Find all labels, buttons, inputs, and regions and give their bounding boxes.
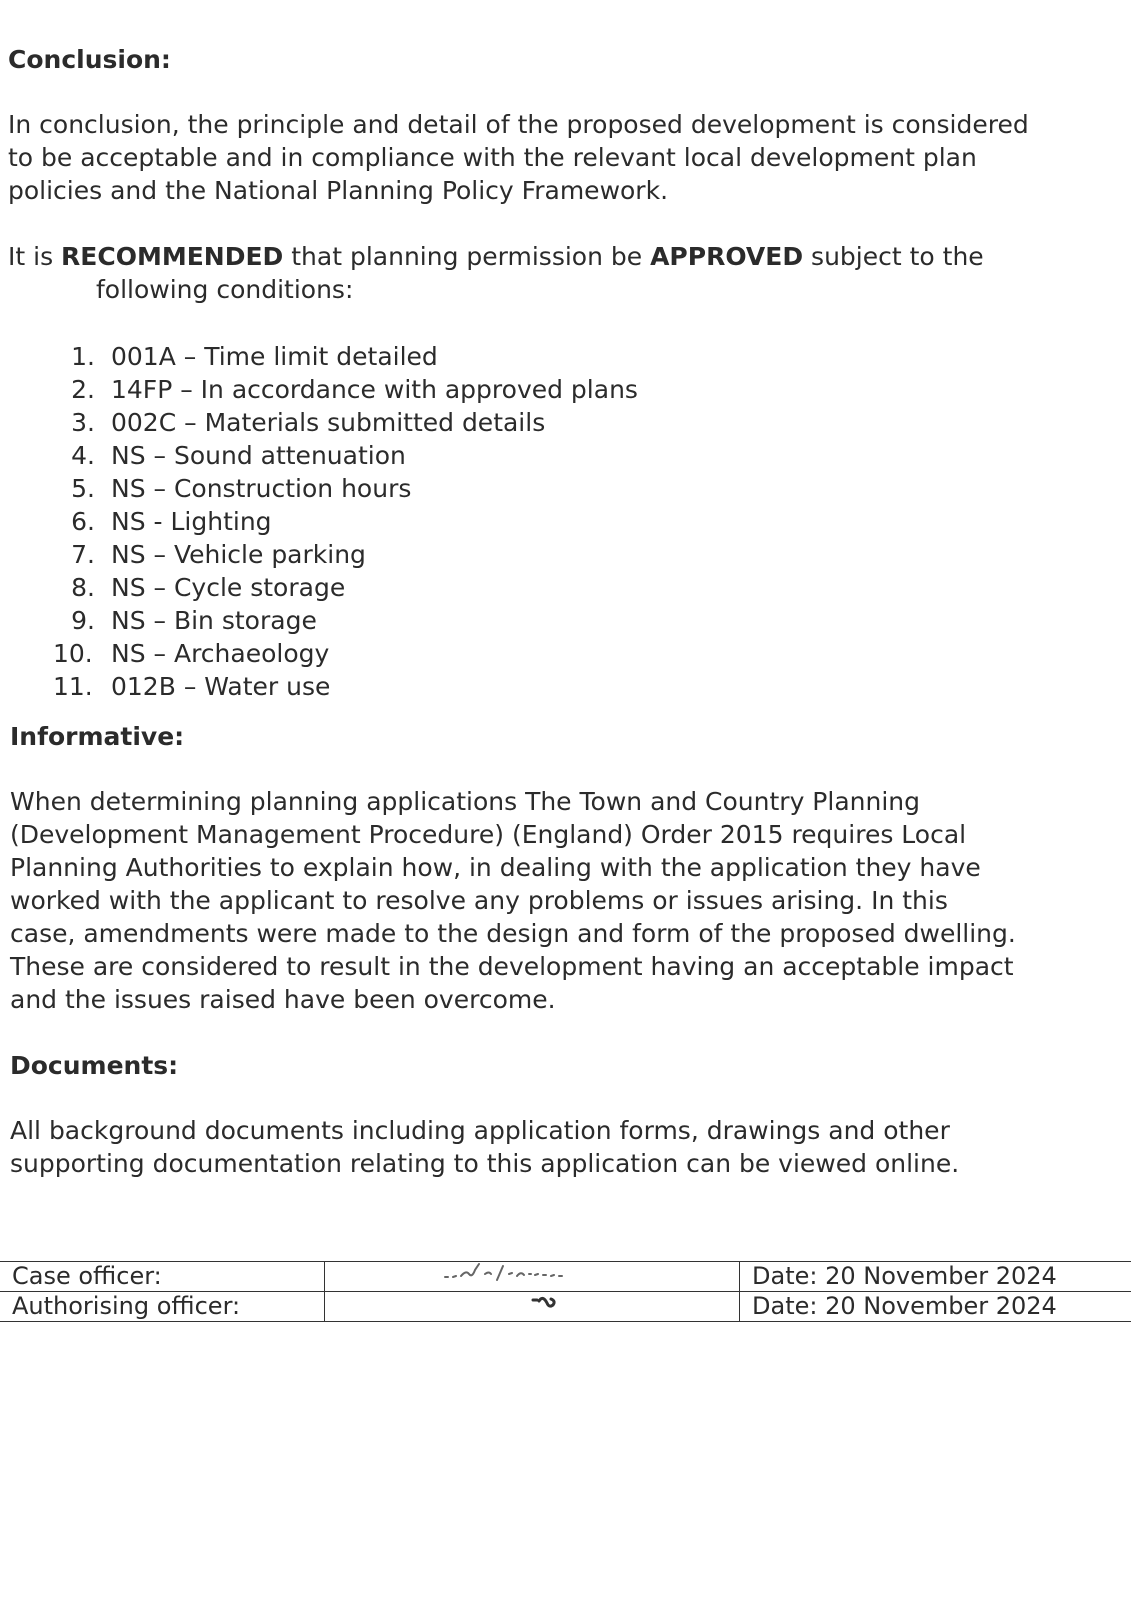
condition-number: 11.: [53, 672, 93, 701]
recommendation-suffix: subject to the: [803, 242, 984, 271]
recommendation-line: [8, 240, 1118, 273]
conclusion-line: policies and the National Planning Policy Framework.: [8, 176, 669, 205]
conclusion-paragraph: [8, 108, 1118, 207]
signature-image: [437, 1292, 627, 1314]
documents-paragraph: [10, 1114, 1120, 1180]
condition-item: [0, 538, 638, 571]
condition-item: [0, 637, 638, 670]
conditions-list: [0, 340, 638, 703]
documents-line: All background documents including application forms, drawings and other: [10, 1116, 950, 1145]
approved-keyword: APPROVED: [650, 242, 804, 271]
informative-line: case, amendments were made to the design and form of the proposed dwelling.: [10, 919, 1016, 948]
recommendation-second-line: following conditions:: [96, 275, 354, 304]
recommendation-paragraph: [8, 240, 1118, 306]
signoff-row-case-officer: [0, 1262, 1131, 1292]
condition-text: 001A – Time limit detailed: [111, 342, 438, 371]
informative-line: These are considered to result in the development having an acceptable impact: [10, 952, 1014, 981]
condition-text: NS – Cycle storage: [111, 573, 346, 602]
condition-text: 012B – Water use: [111, 672, 331, 701]
condition-number: 2.: [71, 375, 95, 404]
informative-line: worked with the applicant to resolve any problems or issues arising. In this: [10, 886, 948, 915]
condition-item: [0, 472, 638, 505]
signoff-row-authorising-officer: [0, 1292, 1131, 1322]
condition-number: 8.: [71, 573, 95, 602]
condition-number: 1.: [71, 342, 95, 371]
condition-text: NS – Sound attenuation: [111, 441, 406, 470]
condition-number: 7.: [71, 540, 95, 569]
case-officer-signature: [325, 1262, 740, 1292]
condition-number: 10.: [53, 639, 93, 668]
condition-item: [0, 571, 638, 604]
condition-item: [0, 406, 638, 439]
condition-item: [0, 439, 638, 472]
condition-text: NS – Vehicle parking: [111, 540, 366, 569]
documents-heading: Documents:: [10, 1051, 179, 1080]
authorising-officer-label: Authorising officer:: [0, 1292, 325, 1322]
condition-text: NS – Archaeology: [111, 639, 330, 668]
condition-item: [0, 604, 638, 637]
recommendation-middle: that planning permission be: [283, 242, 651, 271]
case-officer-date: Date: 20 November 2024: [740, 1262, 1131, 1292]
condition-text: NS - Lighting: [111, 507, 272, 536]
condition-text: 14FP – In accordance with approved plans: [111, 375, 638, 404]
recommendation-prefix: It is: [8, 242, 62, 271]
informative-line: and the issues raised have been overcome.: [10, 985, 556, 1014]
condition-number: 5.: [71, 474, 95, 503]
condition-number: 9.: [71, 606, 95, 635]
informative-heading: Informative:: [10, 722, 185, 751]
condition-text: NS – Bin storage: [111, 606, 317, 635]
documents-line: supporting documentation relating to this application can be viewed online.: [10, 1149, 960, 1178]
authorising-officer-date: Date: 20 November 2024: [740, 1292, 1131, 1322]
condition-text: NS – Construction hours: [111, 474, 412, 503]
condition-item: [0, 373, 638, 406]
condition-number: 3.: [71, 408, 95, 437]
recommended-keyword: RECOMMENDED: [61, 242, 284, 271]
informative-line: Planning Authorities to explain how, in dealing with the application they have: [10, 853, 981, 882]
condition-item: [0, 670, 638, 703]
conclusion-heading: Conclusion:: [8, 45, 171, 74]
condition-item: [0, 340, 638, 373]
informative-line: When determining planning applications The Town and Country Planning: [10, 787, 920, 816]
signature-image: [437, 1262, 627, 1284]
informative-paragraph: [10, 785, 1120, 1016]
condition-number: 4.: [71, 441, 95, 470]
informative-line: (Development Management Procedure) (England) Order 2015 requires Local: [10, 820, 967, 849]
conclusion-line: to be acceptable and in compliance with the relevant local development plan: [8, 143, 977, 172]
signoff-table: [0, 1261, 1131, 1322]
condition-number: 6.: [71, 507, 95, 536]
conclusion-line: In conclusion, the principle and detail of the proposed development is considered: [8, 110, 1029, 139]
condition-text: 002C – Materials submitted details: [111, 408, 546, 437]
condition-item: [0, 505, 638, 538]
case-officer-label: Case officer:: [0, 1262, 325, 1292]
authorising-officer-signature: [325, 1292, 740, 1322]
